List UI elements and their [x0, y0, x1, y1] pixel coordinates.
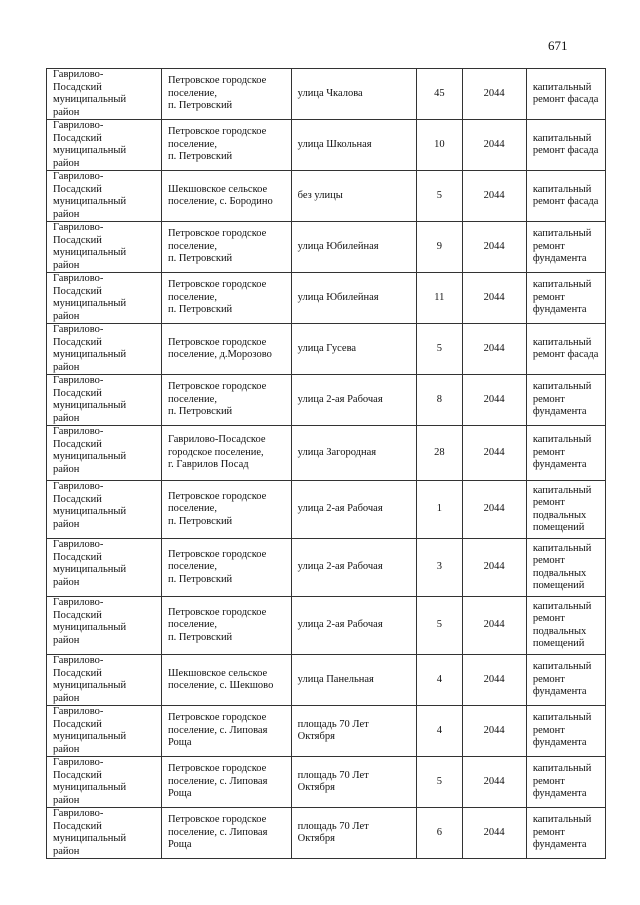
work-type-cell: [526, 120, 605, 171]
district-cell: [47, 222, 162, 273]
work-type-cell-line: ремонт фасада: [532, 94, 599, 105]
settlement-cell-line: поселение,: [167, 503, 217, 515]
settlement-cell-line: Шекшовское сельское: [167, 667, 268, 679]
district-cell-line: Посадский: [53, 183, 102, 195]
house-number-cell: 1: [417, 481, 462, 539]
settlement-cell-line: п. Петровский: [167, 573, 233, 585]
year-cell: 2044: [462, 808, 526, 859]
settlement-cell-line: поселение, с. Липовая: [167, 826, 268, 838]
house-number-cell: 9: [417, 222, 462, 273]
district-cell-line: Гаврилово-: [53, 481, 104, 492]
settlement-cell-line: поселение,: [167, 561, 217, 573]
district-cell-line: Посадский: [53, 493, 102, 505]
work-type-cell: [526, 69, 605, 120]
district-cell-line: муниципальный: [53, 298, 127, 309]
street-cell: [291, 375, 417, 426]
work-type-cell-line: ремонт: [532, 555, 565, 566]
table-row: [47, 481, 606, 539]
work-type-cell-line: ремонт: [532, 291, 565, 303]
year-cell: 2044: [462, 597, 526, 655]
settlement-cell: [161, 375, 291, 426]
work-type-cell-line: капитальный: [532, 228, 592, 240]
district-cell: [47, 808, 162, 859]
work-type-cell: [526, 222, 605, 273]
settlement-cell-line: Петровское городское: [167, 75, 267, 87]
work-type-cell: [526, 757, 605, 808]
house-number-cell: 3: [417, 539, 462, 597]
year-cell: 2044: [462, 273, 526, 324]
district-cell-line: муниципальный: [53, 680, 127, 691]
settlement-cell: [161, 120, 291, 171]
work-type-cell-line: капитальный: [532, 132, 592, 144]
settlement-cell-line: поселение,: [167, 138, 217, 150]
district-cell: [47, 481, 162, 539]
table-row: [47, 273, 606, 324]
settlement-cell-line: поселение,: [167, 619, 217, 631]
settlement-cell-line: Петровское городское: [167, 336, 267, 348]
street-cell-line: Октября: [297, 782, 335, 793]
table-row: [47, 171, 606, 222]
work-type-cell: [526, 273, 605, 324]
district-cell-line: Посадский: [53, 132, 102, 144]
house-number-cell: 4: [417, 655, 462, 706]
district-cell-line: муниципальный: [53, 349, 127, 360]
settlement-cell-line: Роща: [167, 839, 192, 851]
house-number-cell: 5: [417, 324, 462, 375]
street-cell-line: площадь 70 Лет: [297, 820, 369, 832]
work-type-cell-line: фундамента: [532, 839, 587, 851]
district-cell-line: Посадский: [53, 820, 102, 832]
settlement-cell: [161, 481, 291, 539]
settlement-cell-line: п. Петровский: [167, 151, 233, 163]
work-type-cell-line: ремонт: [532, 446, 565, 458]
settlement-cell-line: Петровское городское: [167, 606, 267, 618]
street-cell-line: улица Гусева: [297, 342, 357, 354]
street-cell-line: улица 2-ая Рабочая: [297, 561, 383, 573]
district-cell-line: Гаврилово-: [53, 324, 104, 335]
district-cell-line: район: [53, 794, 80, 806]
district-cell: [47, 597, 162, 655]
district-cell-line: Гаврилово-: [53, 539, 104, 550]
work-type-cell-line: капитальный: [532, 712, 592, 724]
street-cell-line: без улицы: [297, 189, 343, 201]
settlement-cell-line: поселение,: [167, 240, 217, 252]
settlement-cell: [161, 69, 291, 120]
district-cell-line: Гаврилово-: [53, 171, 104, 182]
district-cell-line: Гаврилово-: [53, 222, 104, 233]
work-type-cell-line: капитальный: [532, 814, 592, 826]
street-cell-line: улица Школьная: [297, 138, 372, 150]
work-type-cell: [526, 426, 605, 481]
work-type-cell-line: ремонт: [532, 393, 565, 405]
work-type-cell-line: ремонт: [532, 673, 565, 685]
street-cell-line: улица Юбилейная: [297, 291, 379, 303]
street-cell: [291, 69, 417, 120]
settlement-cell-line: Петровское городское: [167, 228, 267, 240]
settlement-cell-line: Петровское городское: [167, 548, 267, 560]
district-cell-line: район: [53, 845, 80, 857]
work-type-cell-line: ремонт: [532, 240, 565, 252]
settlement-cell: [161, 757, 291, 808]
page-number: 671: [548, 38, 568, 53]
work-type-cell: [526, 171, 605, 222]
year-cell: 2044: [462, 375, 526, 426]
table-row: [47, 69, 606, 120]
district-cell-line: Посадский: [53, 609, 102, 621]
house-number-cell: 11: [417, 273, 462, 324]
year-cell: 2044: [462, 757, 526, 808]
settlement-cell-line: Петровское городское: [167, 381, 267, 393]
street-cell: [291, 171, 417, 222]
house-number-cell: 4: [417, 706, 462, 757]
year-cell: 2044: [462, 655, 526, 706]
year-cell: 2044: [462, 539, 526, 597]
work-type-cell-line: капитальный: [532, 183, 592, 195]
settlement-cell: [161, 597, 291, 655]
district-cell-line: Посадский: [53, 718, 102, 730]
district-cell-line: Гаврилово-: [53, 69, 104, 80]
district-cell: [47, 706, 162, 757]
work-type-cell-line: фундамента: [532, 788, 587, 800]
settlement-cell-line: п. Петровский: [167, 100, 233, 112]
work-type-cell-line: фундамента: [532, 304, 587, 316]
street-cell-line: Октября: [297, 731, 335, 742]
street-cell-line: улица Юбилейная: [297, 240, 379, 252]
work-type-cell-line: помещений: [532, 580, 585, 591]
year-cell: 2044: [462, 222, 526, 273]
district-cell-line: район: [53, 259, 80, 271]
district-cell-line: Посадский: [53, 438, 102, 450]
table-row: [47, 808, 606, 859]
settlement-cell-line: п. Петровский: [167, 304, 233, 316]
district-cell-line: район: [53, 361, 80, 373]
work-type-cell: [526, 655, 605, 706]
settlement-cell-line: поселение, с. Липовая: [167, 724, 268, 736]
work-type-cell-line: ремонт: [532, 724, 565, 736]
settlement-cell-line: п. Петровский: [167, 253, 233, 265]
settlement-cell-line: поселение, с. Липовая: [167, 775, 268, 787]
settlement-cell-line: Гаврилово-Посадское: [167, 434, 266, 446]
work-type-cell-line: ремонт фасада: [532, 196, 599, 207]
district-cell-line: Гаврилово-: [53, 706, 104, 717]
table-row: [47, 655, 606, 706]
district-cell-line: район: [53, 106, 80, 118]
district-cell: [47, 324, 162, 375]
work-type-cell-line: ремонт: [532, 826, 565, 838]
settlement-cell-line: поселение, с. Бородино: [167, 196, 273, 207]
settlement-cell-line: Роща: [167, 737, 192, 749]
street-cell: [291, 655, 417, 706]
district-cell-line: муниципальный: [53, 731, 127, 742]
district-cell-line: муниципальный: [53, 622, 127, 633]
work-type-cell-line: подвальных: [532, 567, 587, 579]
street-cell: [291, 481, 417, 539]
settlement-cell-line: п. Петровский: [167, 631, 233, 643]
street-cell: [291, 706, 417, 757]
settlement-cell-line: городское поселение,: [167, 446, 264, 458]
settlement-cell-line: поселение,: [167, 393, 217, 405]
table-row: [47, 757, 606, 808]
table-row: [47, 597, 606, 655]
street-cell-line: улица Панельная: [297, 673, 374, 685]
district-cell-line: Гаврилово-: [53, 757, 104, 768]
house-number-cell: 5: [417, 757, 462, 808]
district-cell-line: муниципальный: [53, 400, 127, 411]
table-body: [47, 69, 606, 859]
work-type-cell-line: фундамента: [532, 737, 587, 749]
district-cell-line: район: [53, 412, 80, 424]
district-cell: [47, 69, 162, 120]
district-cell-line: муниципальный: [53, 564, 127, 575]
district-cell-line: муниципальный: [53, 247, 127, 258]
house-number-cell: 45: [417, 69, 462, 120]
district-cell-line: Гаврилово-: [53, 375, 104, 386]
settlement-cell: [161, 539, 291, 597]
house-number-cell: 28: [417, 426, 462, 481]
district-cell-line: Гаврилово-: [53, 597, 104, 608]
settlement-cell: [161, 222, 291, 273]
settlement-cell: [161, 324, 291, 375]
street-cell-line: улица Загородная: [297, 446, 377, 458]
settlement-cell-line: п. Петровский: [167, 515, 233, 527]
district-cell: [47, 375, 162, 426]
district-cell-line: муниципальный: [53, 451, 127, 462]
work-type-cell: [526, 481, 605, 539]
house-number-cell: 8: [417, 375, 462, 426]
year-cell: 2044: [462, 171, 526, 222]
settlement-cell-line: Шекшовское сельское: [167, 183, 268, 195]
district-cell-line: муниципальный: [53, 782, 127, 793]
table-row: [47, 706, 606, 757]
district-cell-line: район: [53, 518, 80, 530]
settlement-cell-line: Петровское городское: [167, 126, 267, 138]
settlement-cell-line: п. Петровский: [167, 406, 233, 418]
district-cell: [47, 539, 162, 597]
settlement-cell: [161, 808, 291, 859]
year-cell: 2044: [462, 481, 526, 539]
street-cell-line: улица 2-ая Рабочая: [297, 393, 383, 405]
district-cell-line: Гаврилово-: [53, 273, 104, 284]
district-cell: [47, 655, 162, 706]
street-cell-line: улица 2-ая Рабочая: [297, 503, 383, 515]
street-cell-line: Октября: [297, 833, 335, 844]
district-cell-line: район: [53, 634, 80, 646]
work-type-cell-line: капитальный: [532, 434, 592, 446]
street-cell: [291, 120, 417, 171]
district-cell-line: район: [53, 576, 80, 588]
settlement-cell-line: Роща: [167, 788, 192, 800]
year-cell: 2044: [462, 324, 526, 375]
district-cell-line: Посадский: [53, 336, 102, 348]
table-row: [47, 375, 606, 426]
settlement-cell-line: поселение,: [167, 291, 217, 303]
district-cell-line: Посадский: [53, 387, 102, 399]
work-type-cell-line: ремонт фасада: [532, 145, 599, 156]
table-row: [47, 222, 606, 273]
settlement-cell-line: Петровское городское: [167, 763, 267, 775]
district-cell: [47, 120, 162, 171]
work-type-cell-line: ремонт: [532, 775, 565, 787]
house-number-cell: 6: [417, 808, 462, 859]
district-cell-line: муниципальный: [53, 94, 127, 105]
street-cell-line: улица 2-ая Рабочая: [297, 619, 383, 631]
work-type-cell: [526, 808, 605, 859]
work-type-cell-line: капитальный: [532, 81, 592, 93]
street-cell: [291, 539, 417, 597]
district-cell-line: район: [53, 463, 80, 475]
district-cell: [47, 426, 162, 481]
house-number-cell: 5: [417, 597, 462, 655]
repair-schedule-table: [46, 68, 606, 859]
district-cell-line: Посадский: [53, 234, 102, 246]
settlement-cell: [161, 706, 291, 757]
work-type-cell-line: подвальных: [532, 509, 587, 521]
work-type-cell-line: фундамента: [532, 253, 587, 265]
street-cell: [291, 273, 417, 324]
district-cell-line: Посадский: [53, 551, 102, 563]
district-cell-line: Гаврилово-: [53, 426, 104, 437]
work-type-cell-line: подвальных: [532, 625, 587, 637]
work-type-cell-line: ремонт фасада: [532, 349, 599, 360]
house-number-cell: 10: [417, 120, 462, 171]
settlement-cell-line: г. Гаврилов Посад: [167, 459, 249, 471]
district-cell-line: район: [53, 157, 80, 169]
district-cell-line: Гаврилово-: [53, 808, 104, 819]
work-type-cell: [526, 324, 605, 375]
work-type-cell-line: капитальный: [532, 763, 592, 775]
settlement-cell: [161, 426, 291, 481]
work-type-cell-line: капитальный: [532, 484, 592, 496]
settlement-cell-line: поселение, с. Шекшово: [167, 680, 274, 691]
settlement-cell-line: поселение, д.Морозово: [167, 349, 272, 360]
work-type-cell: [526, 375, 605, 426]
year-cell: 2044: [462, 69, 526, 120]
district-cell: [47, 171, 162, 222]
settlement-cell-line: Петровское городское: [167, 490, 267, 502]
street-cell-line: площадь 70 Лет: [297, 718, 369, 730]
street-cell: [291, 426, 417, 481]
work-type-cell-line: фундамента: [532, 686, 587, 698]
settlement-cell: [161, 273, 291, 324]
work-type-cell-line: капитальный: [532, 600, 592, 612]
work-type-cell-line: фундамента: [532, 459, 587, 471]
district-cell-line: Посадский: [53, 769, 102, 781]
district-cell-line: Посадский: [53, 285, 102, 297]
district-cell: [47, 273, 162, 324]
district-cell-line: Посадский: [53, 81, 102, 93]
street-cell: [291, 222, 417, 273]
work-type-cell-line: ремонт: [532, 497, 565, 508]
work-type-cell: [526, 706, 605, 757]
work-type-cell-line: капитальный: [532, 279, 592, 291]
settlement-cell-line: Петровское городское: [167, 279, 267, 291]
street-cell-line: площадь 70 Лет: [297, 769, 369, 781]
work-type-cell-line: капитальный: [532, 542, 592, 554]
district-cell-line: Посадский: [53, 667, 102, 679]
district-cell-line: муниципальный: [53, 145, 127, 156]
district-cell-line: район: [53, 692, 80, 704]
table-row: [47, 324, 606, 375]
settlement-cell: [161, 655, 291, 706]
district-cell-line: муниципальный: [53, 506, 127, 517]
work-type-cell-line: ремонт: [532, 613, 565, 624]
street-cell: [291, 757, 417, 808]
work-type-cell: [526, 539, 605, 597]
table-row: [47, 426, 606, 481]
table-row: [47, 539, 606, 597]
year-cell: 2044: [462, 426, 526, 481]
street-cell: [291, 597, 417, 655]
district-cell-line: Гаврилово-: [53, 120, 104, 131]
street-cell: [291, 324, 417, 375]
settlement-cell-line: поселение,: [167, 87, 217, 99]
year-cell: 2044: [462, 706, 526, 757]
district-cell-line: район: [53, 310, 80, 322]
street-cell-line: улица Чкалова: [297, 87, 363, 99]
work-type-cell-line: капитальный: [532, 381, 592, 393]
work-type-cell-line: помещений: [532, 638, 585, 649]
work-type-cell-line: помещений: [532, 522, 585, 533]
year-cell: 2044: [462, 120, 526, 171]
work-type-cell-line: капитальный: [532, 336, 592, 348]
settlement-cell-line: Петровское городское: [167, 814, 267, 826]
work-type-cell: [526, 597, 605, 655]
table-row: [47, 120, 606, 171]
district-cell-line: Гаврилово-: [53, 655, 104, 666]
district-cell-line: район: [53, 208, 80, 220]
street-cell: [291, 808, 417, 859]
work-type-cell-line: фундамента: [532, 406, 587, 418]
district-cell-line: муниципальный: [53, 196, 127, 207]
house-number-cell: 5: [417, 171, 462, 222]
work-type-cell-line: капитальный: [532, 661, 592, 673]
district-cell-line: район: [53, 743, 80, 755]
district-cell: [47, 757, 162, 808]
settlement-cell: [161, 171, 291, 222]
settlement-cell-line: Петровское городское: [167, 712, 267, 724]
district-cell-line: муниципальный: [53, 833, 127, 844]
